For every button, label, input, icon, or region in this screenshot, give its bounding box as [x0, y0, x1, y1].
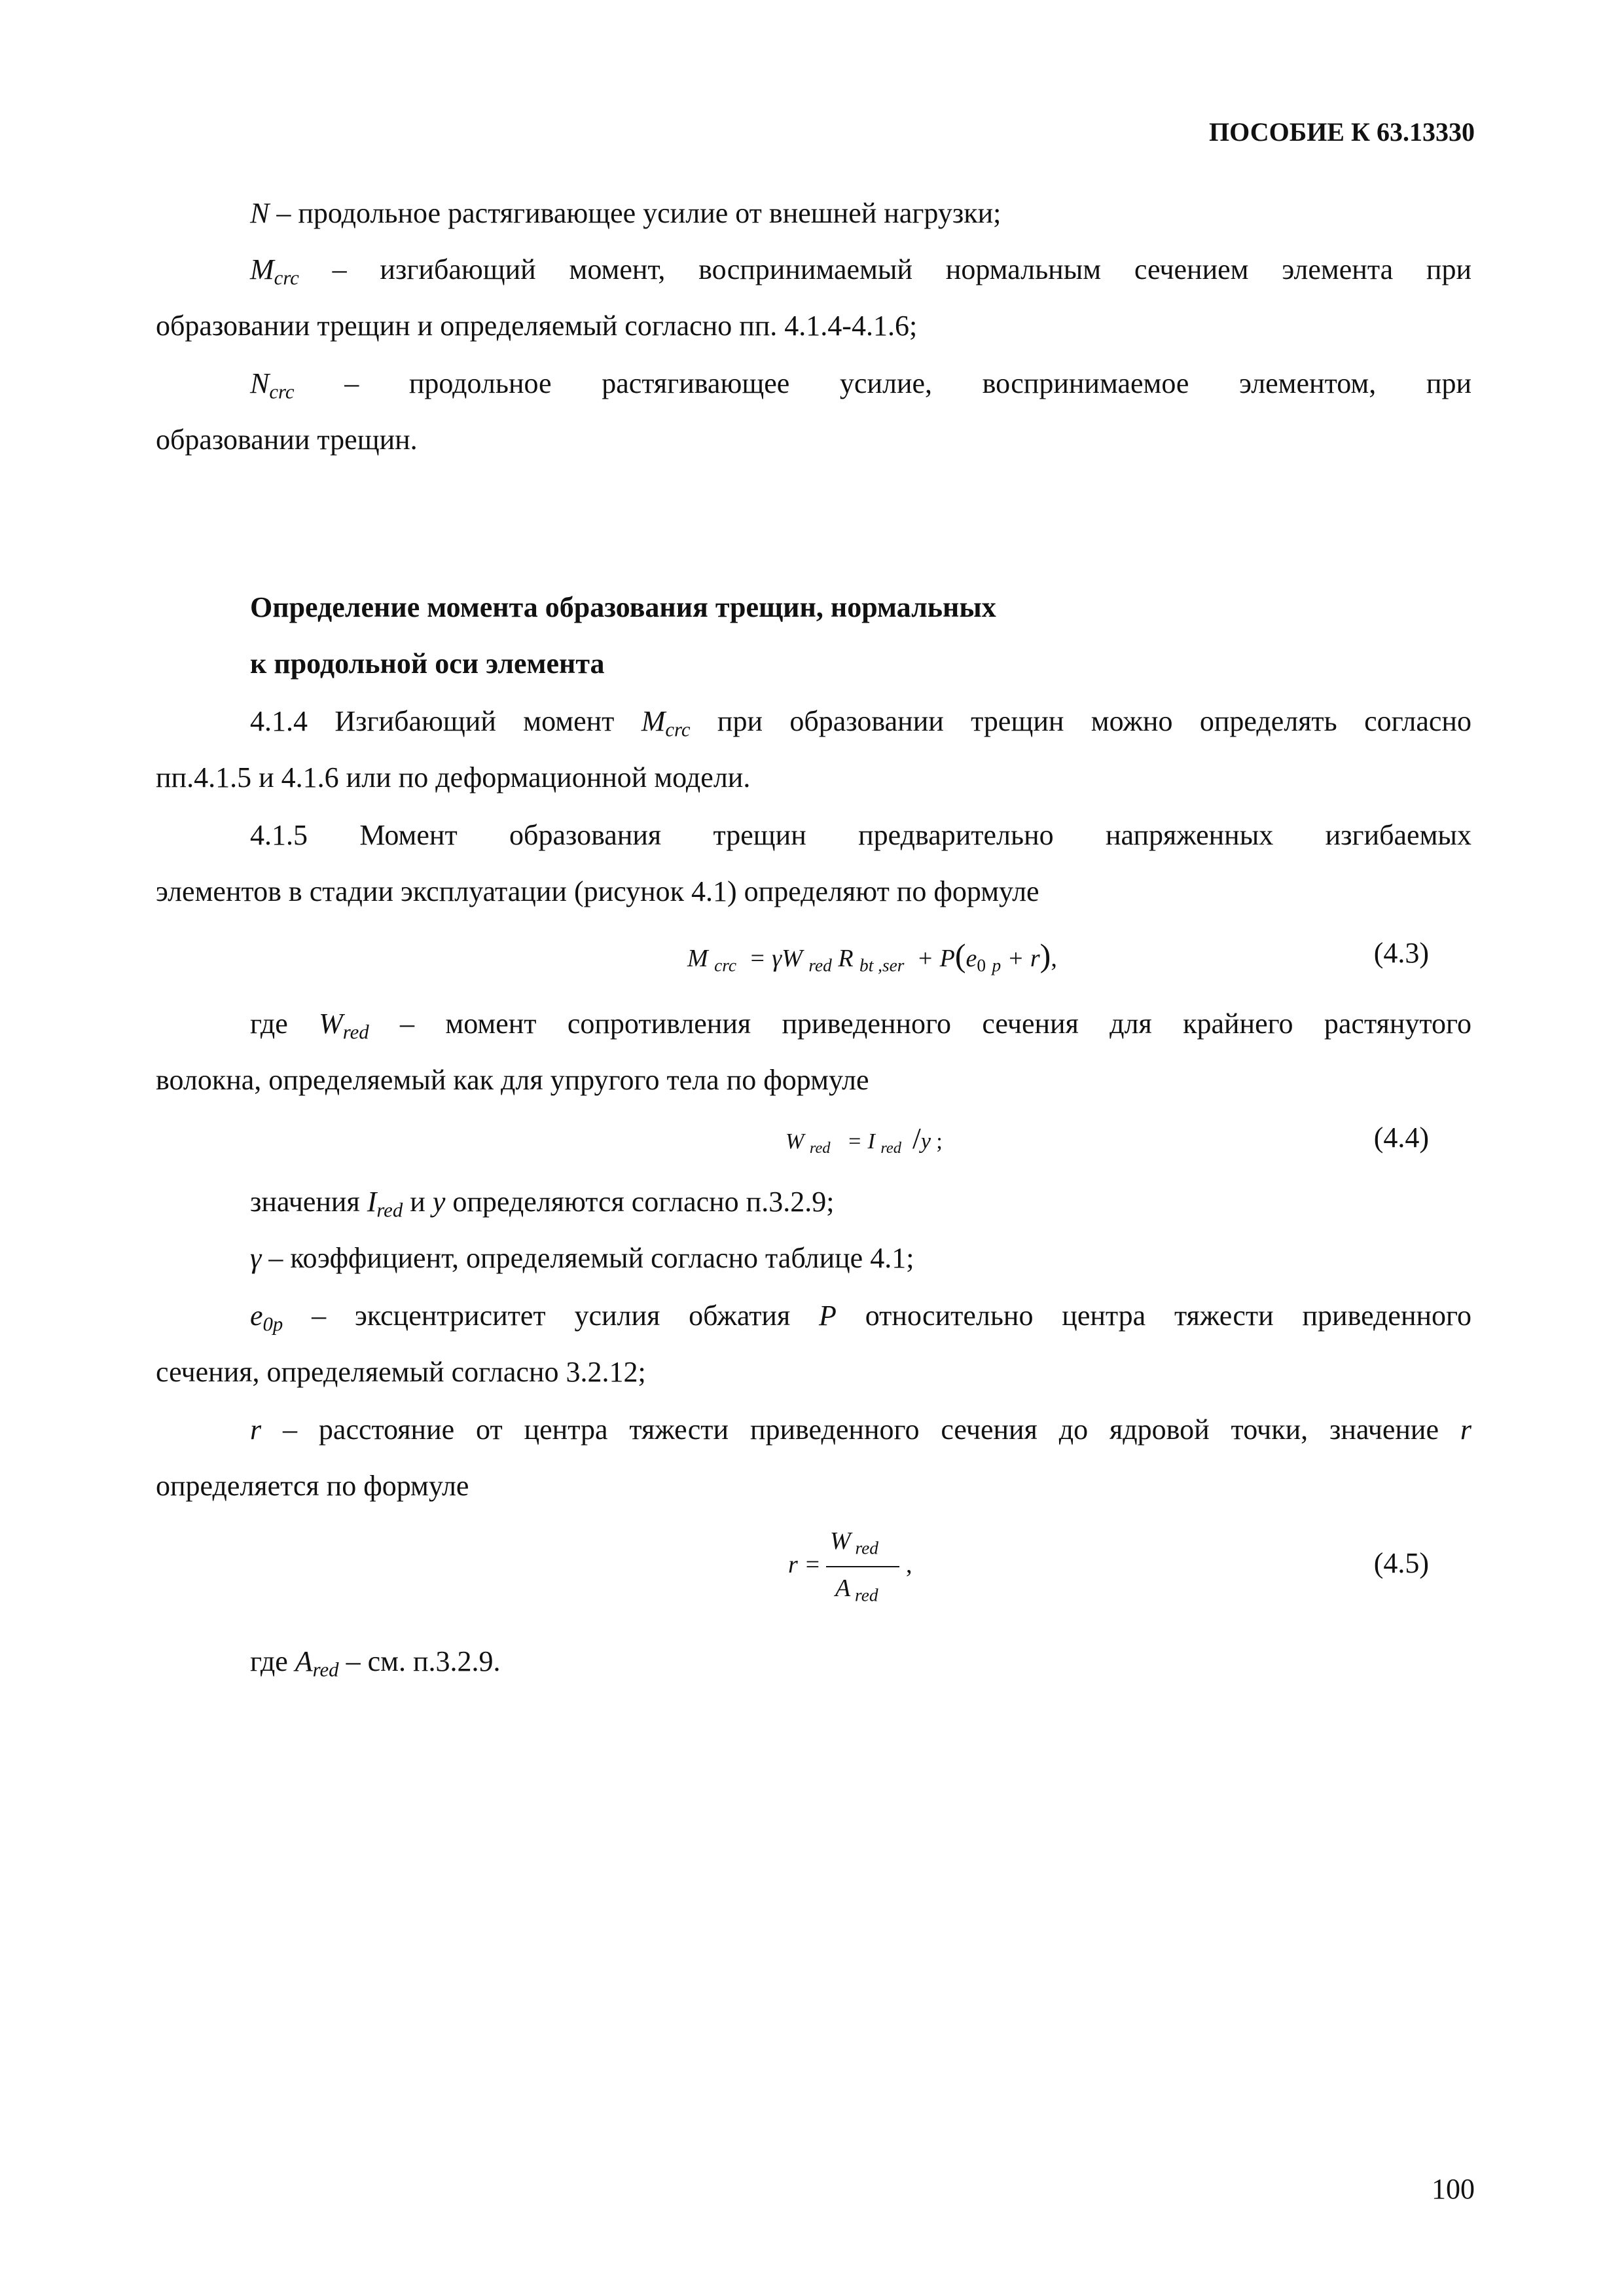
definition-mcrc-text1: – изгибающий момент, воспринимаемый нормальным сечением элемента при	[298, 253, 1471, 285]
r-symbol-2: r	[1460, 1413, 1471, 1446]
values-symbol-y: y	[432, 1186, 446, 1218]
values-text-a: значения	[250, 1186, 367, 1218]
definition-ncrc-text1: – продольное растягивающее усилие, воспринимаемое элементом, при	[294, 367, 1471, 399]
e0p-text1b: относительно центра тяжести приведенного	[836, 1300, 1471, 1332]
paragraph-415-line1	[156, 818, 1471, 852]
ared-text-a: где	[250, 1645, 295, 1677]
ared-text-b: – см. п.3.2.9.	[338, 1645, 501, 1677]
e0p-line2: сечения, определяемый согласно 3.2.12;	[156, 1356, 646, 1388]
where-wred-line1	[156, 1007, 1471, 1044]
p414-symbol: M	[641, 705, 666, 737]
page-number: 100	[1432, 2173, 1475, 2205]
paragraph-414-line1	[156, 704, 1471, 741]
formula-4-4: W $_{red}$ = I $_{red}$ /y ;	[785, 1121, 943, 1157]
definition-mcrc-line1	[156, 253, 1471, 289]
definition-mcrc-line2: образовании трещин и определяемый согласно пп. 4.1.4-4.1.6;	[156, 310, 918, 342]
formula-4-3-number: (4.3)	[1373, 937, 1429, 969]
symbol-ncrc: N	[250, 367, 270, 399]
p414-symbol-sub: crc	[665, 718, 691, 741]
ared-sub: red	[312, 1658, 339, 1681]
values-line	[156, 1185, 1566, 1222]
where-wred-sub: red	[342, 1021, 369, 1044]
symbol-ncrc-sub: crc	[269, 380, 295, 403]
symbol-n: N	[250, 197, 270, 229]
gamma-line	[156, 1241, 1566, 1275]
formula-4-3: M $_{crc}$ = γW $_{red}$ R $_{bt ,ser} + P(e_0$ $_p$ + r),	[687, 937, 1057, 975]
symbol-mcrc-sub: crc	[274, 266, 299, 289]
where-wred-text1: – момент сопротивления приведенного сечения для крайнего растянутого	[369, 1008, 1471, 1040]
values-text-c: определяются согласно п.3.2.9;	[445, 1186, 835, 1218]
formula-4-4-number: (4.4)	[1373, 1121, 1429, 1154]
values-symbol-i-sub: red	[376, 1199, 403, 1222]
document-header: ПОСОБИЕ К 63.13330	[1209, 117, 1475, 147]
e0p-text1: – эксцентриситет усилия обжатия	[283, 1300, 820, 1332]
formula-4-5-number: (4.5)	[1373, 1547, 1429, 1579]
definition-n-text: – продольное растягивающее усилие от внешней нагрузки;	[269, 197, 1001, 229]
where-wred-prefix: где	[250, 1008, 319, 1040]
ared-symbol: A	[295, 1645, 313, 1677]
section-heading-line1: Определение момента образования трещин, нормальных	[250, 591, 996, 623]
gamma-symbol: γ	[250, 1242, 262, 1274]
p415-text-1: 4.1.5 Момент образования трещин предварительно напряженных изгибаемых	[250, 819, 1471, 851]
p414-text-b: при образовании трещин можно определять согласно	[690, 705, 1471, 737]
r-def-text1: – расстояние от центра тяжести приведенного сечения до ядровой точки, значение	[261, 1413, 1460, 1446]
gamma-text: – коэффициент, определяемый согласно таблице 4.1;	[261, 1242, 914, 1274]
r-def-line2: определяется по формуле	[156, 1470, 469, 1502]
definition-n	[156, 196, 1566, 230]
paragraph-414-line2: пп.4.1.5 и 4.1.6 или по деформационной модели.	[156, 761, 751, 793]
ared-line	[156, 1645, 1566, 1681]
symbol-mcrc: M	[250, 253, 274, 285]
paragraph-415-line2: элементов в стадии эксплуатации (рисунок 4.1) определяют по формуле	[156, 875, 1039, 907]
definition-ncrc-line1	[156, 367, 1471, 403]
e0p-sub: 0p	[262, 1313, 283, 1336]
e0p-symbol: e	[250, 1300, 263, 1332]
values-text-b: и	[403, 1186, 433, 1218]
where-wred-line2: волокна, определяемый как для упругого тела по формуле	[156, 1064, 869, 1096]
r-symbol: r	[250, 1413, 262, 1446]
where-wred-symbol: W	[319, 1008, 343, 1040]
e0p-line1	[156, 1299, 1471, 1336]
definition-ncrc-line2: образовании трещин.	[156, 424, 418, 456]
p414-text-a: 4.1.4 Изгибающий момент	[250, 705, 641, 737]
values-symbol-i: I	[367, 1186, 377, 1218]
section-heading-line2: к продольной оси элемента	[250, 647, 605, 680]
e0p-p-symbol: P	[819, 1300, 837, 1332]
r-def-line1	[156, 1413, 1471, 1446]
